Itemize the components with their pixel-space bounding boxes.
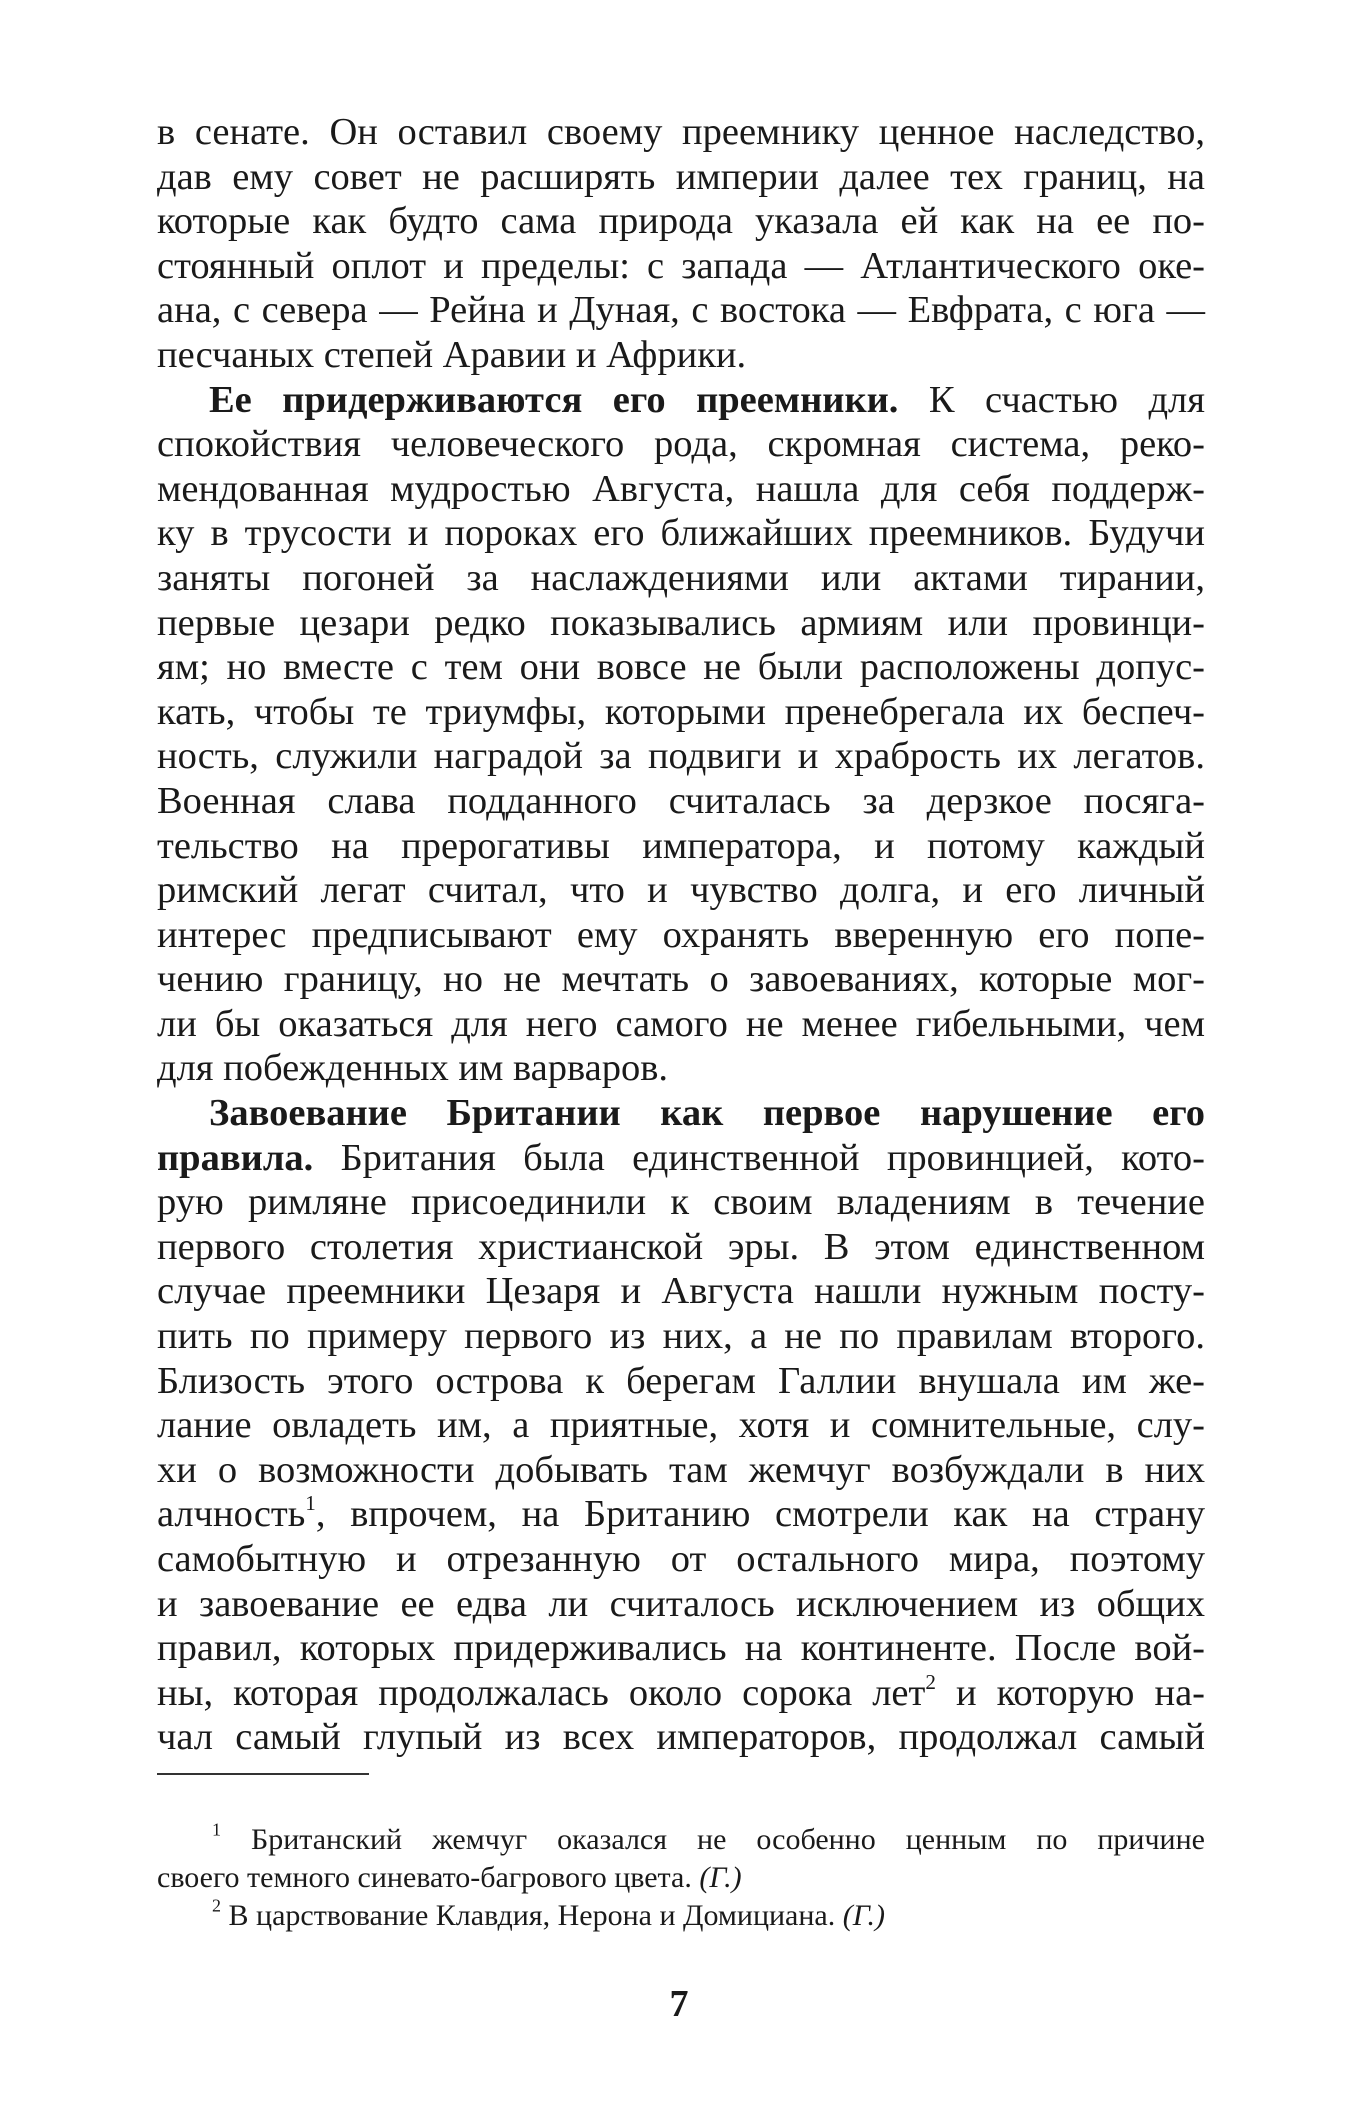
text-line: Военная слава подданного считалась за дерзкое посяга- [157, 779, 1205, 822]
page-number: 7 [669, 1983, 689, 2025]
paragraph-first-line [157, 378, 1205, 423]
section-heading: Ее придерживаются его преемники. [209, 378, 899, 421]
footnote-divider [157, 1773, 369, 1775]
text-span: К счастью для [898, 378, 1205, 421]
text-line: тельство на прерогативы императора, и потому каждый [157, 824, 1205, 867]
text-span: ны, которая продолжалась около сорока лет [157, 1671, 926, 1714]
text-line: римский легат считал, что и чувство долга, и его личный [157, 869, 1205, 912]
text-line: ли бы оказаться для него самого не менее гибельными, чем [157, 1002, 1205, 1045]
text-line [157, 1136, 1205, 1181]
text-line: дав ему совет не расширять империи далее тех границ, на [157, 155, 1205, 198]
footnote-1 [157, 1821, 1205, 1859]
text-line: мендованная мудростью Августа, нашла для себя поддерж- [157, 467, 1205, 510]
footnote-mark: 2 [212, 1895, 221, 1916]
text-span: Британия была единственной провинцией, кото- [313, 1136, 1205, 1179]
text-line: и завоевание ее едва ли считалось исключением из общих [157, 1582, 1205, 1625]
text-line [157, 1671, 1205, 1716]
text-line: заняты погоней за наслаждениями или актами тирании, [157, 556, 1205, 599]
text-line: Близость этого острова к берегам Галлии внушала им же- [157, 1359, 1205, 1402]
footnote-2 [157, 1897, 1205, 1935]
text-line: для побежденных им варваров. [157, 1047, 669, 1090]
text-line: первые цезари редко показывались армиям или провинци- [157, 601, 1205, 644]
footnote-text: В царствование Клавдия, Нерона и Домициана. [221, 1899, 843, 1932]
text-line: которые как будто сама природа указала ей как на ее по- [157, 200, 1205, 243]
text-line: чал самый глупый из всех императоров, продолжал самый [157, 1716, 1205, 1759]
text-line: случае преемники Цезаря и Августа нашли нужным посту- [157, 1270, 1205, 1313]
text-line: песчаных степей Аравии и Африки. [157, 333, 747, 376]
text-line: спокойствия человеческого рода, скромная система, реко- [157, 423, 1205, 466]
text-line: интерес предписывают ему охранять вверенную его попе- [157, 913, 1205, 956]
text-line: ность, служили наградой за подвиги и храбрость их легатов. [157, 735, 1205, 778]
text-line: ям; но вместе с тем они вовсе не были расположены допус- [157, 646, 1205, 689]
text-line: рую римляне присоединили к своим владениям в течение [157, 1181, 1205, 1224]
page-body [157, 110, 1205, 1760]
text-span: , впрочем, на Британию смотрели как на страну [315, 1493, 1205, 1536]
text-line: хи о возможности добывать там жемчуг возбуждали в них [157, 1448, 1205, 1491]
text-line: правил, которых придерживались на континенте. После вой- [157, 1627, 1205, 1670]
footnote-text: Британский жемчуг оказался не особенно ценным по причине [221, 1823, 1205, 1856]
text-line [157, 1492, 1205, 1537]
section-heading-end: правила. [157, 1136, 314, 1179]
footnote-ref-1[interactable]: 1 [305, 1491, 316, 1516]
footnote-source: (Г.) [699, 1861, 742, 1894]
text-line: в сенате. Он оставил своему преемнику ценное наследство, [157, 111, 1205, 153]
text-line: чению границу, но не мечтать о завоеваниях, которые мог- [157, 958, 1205, 1001]
text-line: ку в трусости и пороках его ближайших преемников. Будучи [157, 512, 1205, 555]
text-line: стоянный оплот и пределы: с запада — Атлантического оке- [157, 244, 1205, 287]
footnotes [157, 1821, 1205, 1935]
section-heading: Завоевание Британии как первое нарушение его [209, 1092, 1205, 1135]
text-line: пить по примеру первого из них, а не по правилам второго. [157, 1315, 1205, 1358]
footnote-text: своего темного синевато-багрового цвета. [157, 1861, 700, 1894]
text-line: самобытную и отрезанную от остального мира, поэтому [157, 1538, 1205, 1580]
text-line: кать, чтобы те триумфы, которыми пренебрегала их беспеч- [157, 690, 1205, 733]
footnote-mark: 1 [212, 1819, 221, 1840]
text-span: алчность [157, 1493, 306, 1536]
footnote-source: (Г.) [842, 1899, 886, 1932]
text-line: ана, с севера — Рейна и Дуная, с востока — Евфрата, с юга — [157, 289, 1205, 332]
text-line: первого столетия христианской эры. В этом единственном [157, 1225, 1205, 1268]
footnote-ref-2[interactable]: 2 [925, 1669, 936, 1694]
text-line: лание овладеть им, а приятные, хотя и сомнительные, слу- [157, 1404, 1205, 1447]
footnote-1-cont [157, 1859, 1205, 1897]
text-span: и которую на- [935, 1671, 1205, 1714]
